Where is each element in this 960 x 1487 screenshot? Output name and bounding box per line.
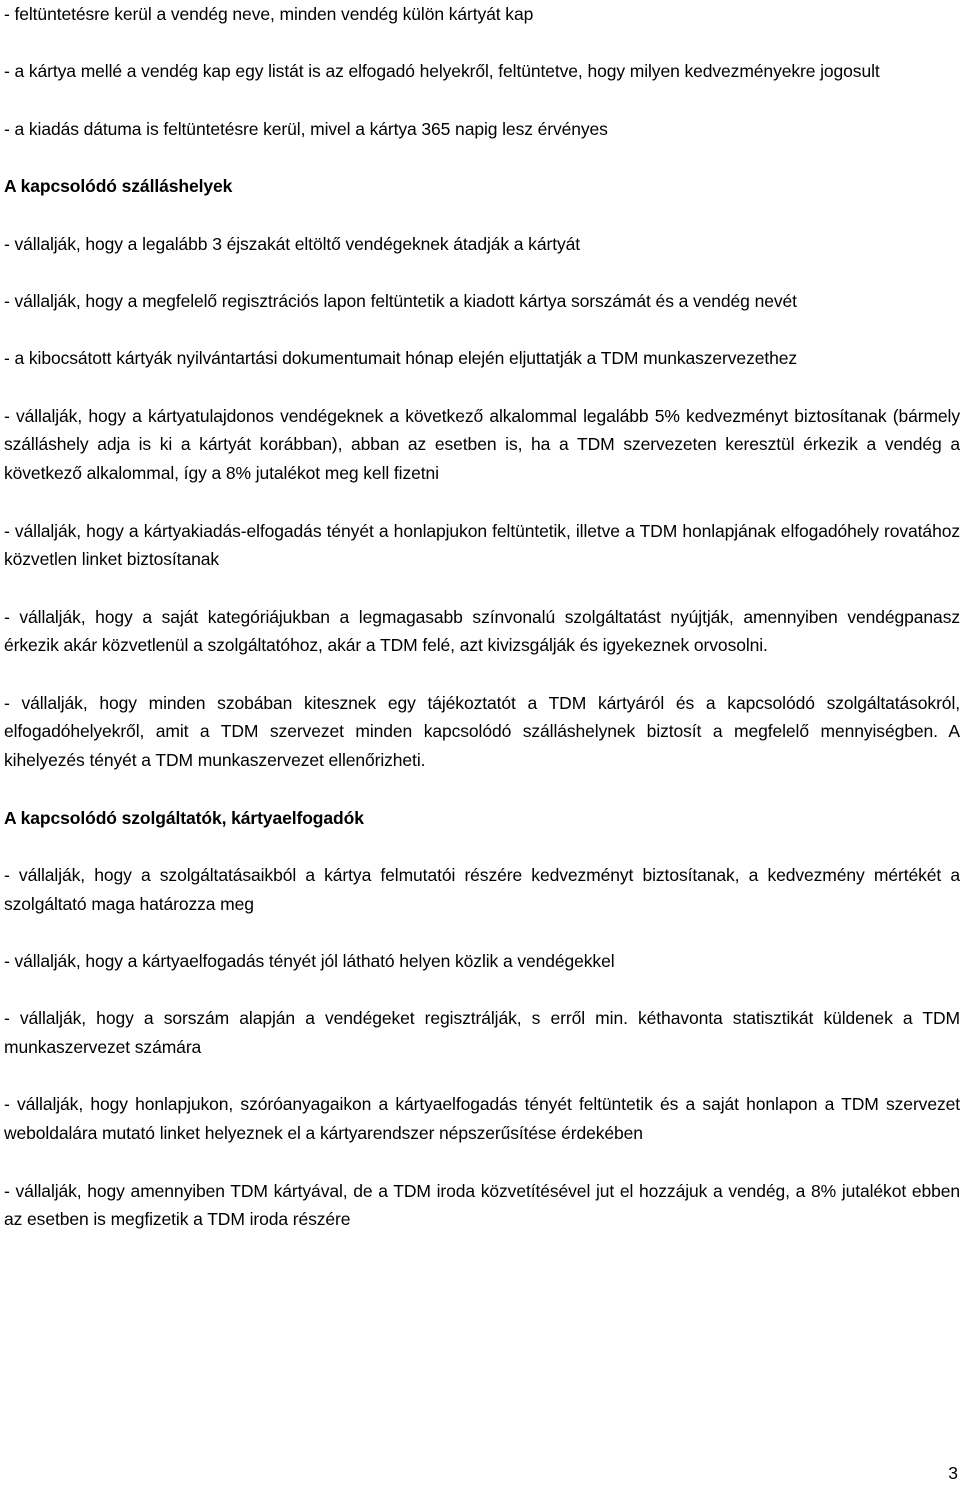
paragraph-12: - vállalják, hogy a kártyaelfogadás tényét jól látható helyen közlik a vendégekkel: [4, 951, 615, 971]
paragraph-2: - a kártya mellé a vendég kap egy listát is az elfogadó helyekről, feltüntetve, hogy milyen kedvezményekre jogosult: [4, 61, 880, 82]
paragraph-4: - vállalják, hogy a legalább 3 éjszakát eltöltő vendégeknek átadják a kártyát: [4, 233, 580, 254]
paragraph-15: - vállalják, hogy amennyiben TDM kártyával, de a TDM iroda közvetítésével jut el hozzájuk a vendég, a 8% jutalékot ebben az esetben is megfizetik a TDM iroda részére: [4, 1180, 960, 1230]
paragraph-6: - a kibocsátott kártyák nyilvántartási dokumentumait hónap elején eljuttatják a TDM munkaszervezethez: [4, 348, 798, 369]
paragraph-13: - vállalják, hogy a sorszám alapján a vendégeket regisztrálják, s erről min. kéthavonta statisztikát küldenek a TDM munkaszervezet számára: [4, 1008, 960, 1058]
paragraph-1: - feltüntetésre kerül a vendég neve, minden vendég külön kártyát kap: [4, 4, 534, 24]
section-heading-szolgaltatok: A kapcsolódó szolgáltatók, kártyaelfogadók: [4, 807, 364, 828]
paragraph-3: - a kiadás dátuma is feltüntetésre kerül, mivel a kártya 365 napig lesz érvényes: [4, 118, 608, 139]
paragraph-9: - vállalják, hogy a saját kategóriájukban a legmagasabb színvonalú szolgáltatást nyújtják, amennyiben vendégpanasz érkezik akár közvetlenül a szolgáltatóhoz, akár a TDM felé, azt kivizsgálják és igyekeznek orvosolni.: [4, 606, 960, 656]
paragraph-8: - vállalják, hogy a kártyakiadás-elfogadás tényét a honlapjukon feltüntetik, illetve a TDM honlapjának elfogadóhely rovatához közvetlen linket biztosítanak: [4, 520, 960, 570]
paragraph-14: - vállalják, hogy honlapjukon, szóróanyagaikon a kártyaelfogadás tényét feltüntetik és a saját honlapon a TDM szervezet weboldalára mutató linket helyeznek el a kártyarendszer népszerűsítése érdekében: [4, 1094, 960, 1144]
paragraph-5: - vállalják, hogy a megfelelő regisztrációs lapon feltüntetik a kiadott kártya sorszámát és a vendég nevét: [4, 290, 797, 311]
paragraph-7: - vállalják, hogy a kártyatulajdonos vendégeknek a következő alkalommal legalább 5% kedvezményt biztosítanak (bármely szálláshely adja is ki a kártyát korábban), abban az esetben is, ha a TDM szervezeten keresztül érkezik a vendég a következő alkalommal, így a 8% jutalékot meg kell fizetni: [4, 405, 960, 484]
document-body: [4, 0, 960, 1234]
paragraph-10: - vállalják, hogy minden szobában kitesznek egy tájékoztatót a TDM kártyáról és a kapcsolódó szolgáltatásokról, elfogadóhelyekről, amit a TDM szervezet minden kapcsolódó szálláshelynek biztosít a megfelelő mennyiségben. A kihelyezés tényét a TDM munkaszervezet ellenőrizheti.: [4, 692, 960, 771]
section-heading-szallashelyek: A kapcsolódó szálláshelyek: [4, 176, 233, 197]
page-number: 3: [948, 1463, 958, 1483]
paragraph-11: - vállalják, hogy a szolgáltatásaikból a kártya felmutatói részére kedvezményt biztosítanak, a kedvezmény mértékét a szolgáltató maga határozza meg: [4, 864, 960, 914]
